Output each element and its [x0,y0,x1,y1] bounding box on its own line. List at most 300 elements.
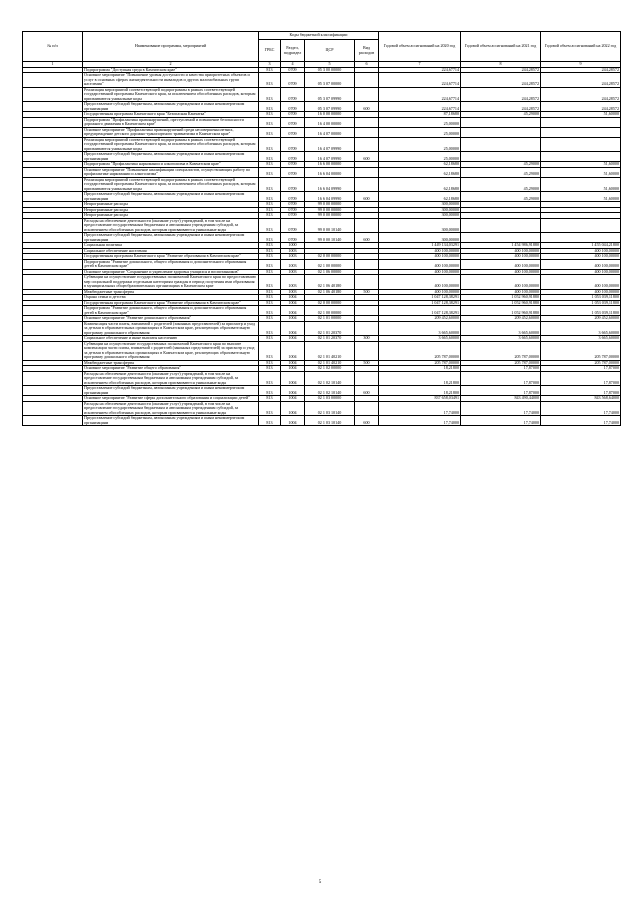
cell-name: Субвенции на осуществление государственных полномочий Камчатского края по предоставлению мер социальной поддержки отдельным категориям граждан в период получения ими образования в муниципальных общеобразовательных организациях в Камчатском крае [83,275,259,290]
header-section: Раздел, подраздел [281,40,305,62]
cell-section: 1004 [281,366,305,372]
cell-grbs: 813 [259,112,281,118]
cell-2021: 400 100,00000 [461,289,541,295]
cell-section: 1004 [281,336,305,342]
cell-2022: 244,28572 [541,87,621,102]
cell-section: 1004 [281,386,305,396]
cell-2020: 1 047 128,38291 [379,300,461,306]
cell-2020: 205 787,00000 [379,360,461,366]
header-year-2020: Годовой объем ассигнований на 2020 год [379,32,461,62]
cell-name: Основное мероприятие "Повышение квалификации специалистов, осуществляющих работу по профилактике наркомании и алкоголизма" [83,167,259,177]
table-row [23,321,621,336]
cell-vr [355,177,379,192]
cell-vr: 500 [355,360,379,366]
cell-2022 [541,137,621,152]
cell-2020: 17,74000 [379,401,461,416]
cell-2022: 1 053 039,11800 [541,306,621,316]
cell-grbs: 813 [259,300,281,306]
cell-csr: 16 6 04 09990 [305,192,355,202]
header-csr: ЦСР [305,40,355,62]
cell-2021: 45,29000 [461,192,541,202]
cell-vr: 500 [355,289,379,295]
column-number: 9 [541,62,621,68]
cell-num [23,321,83,336]
cell-2020: 87,18680 [379,112,461,118]
cell-2020: 224,67714 [379,102,461,112]
cell-2020: 224,67714 [379,87,461,102]
cell-section: 1004 [281,300,305,306]
cell-2022 [541,233,621,243]
column-number: 2 [83,62,259,68]
column-number: 4 [281,62,305,68]
cell-2021 [461,127,541,137]
cell-2022: 205 787,00000 [541,360,621,366]
cell-2020: 1 449 134,03291 [379,243,461,249]
budget-table [22,31,621,426]
cell-grbs: 813 [259,233,281,243]
cell-2020: 25,00000 [379,137,461,152]
cell-name: Межбюджетные трансферты [83,360,259,366]
column-number: 1 [23,62,83,68]
cell-section: 0709 [281,202,305,208]
cell-section: 0709 [281,127,305,137]
cell-2021: 45,29000 [461,162,541,168]
cell-2020: 209 452,60000 [379,316,461,322]
cell-2022: 400 100,00000 [541,254,621,260]
cell-2021 [461,233,541,243]
table-row [23,117,621,127]
cell-csr: 02 1 00 00000 [305,259,355,269]
cell-name: Предоставление субсидий бюджетным, автономным учреждениям и иным некоммерческим организациям [83,386,259,396]
table-row [23,341,621,360]
cell-section: 1004 [281,316,305,322]
cell-grbs: 813 [259,202,281,208]
cell-csr: 16 6 00 00000 [305,162,355,168]
cell-section: 0709 [281,102,305,112]
cell-name: Межбюджетные трансферты [83,289,259,295]
column-number: 3 [259,62,281,68]
table-body [23,67,621,426]
cell-name: Социальная политика [83,243,259,249]
table-row [23,336,621,342]
cell-section: 0709 [281,117,305,127]
cell-2020: 300,00000 [379,233,461,243]
cell-vr [355,127,379,137]
cell-vr [355,306,379,316]
cell-vr [355,371,379,386]
cell-section: 0709 [281,162,305,168]
header-year-2021: Годовой объем ассигнований на 2021 год [461,32,541,62]
cell-section: 1003 [281,259,305,269]
cell-2021: 244,28572 [461,67,541,73]
cell-2021 [461,218,541,233]
cell-num [23,386,83,396]
cell-section: 1003 [281,248,305,254]
cell-section: 1003 [281,275,305,290]
cell-section: 1004 [281,341,305,360]
cell-grbs: 813 [259,117,281,127]
table-row [23,259,621,269]
table-row [23,289,621,295]
cell-2020: 300,00000 [379,202,461,208]
cell-2022: 400 100,00000 [541,259,621,269]
cell-csr: 02 1 01 00000 [305,316,355,322]
cell-2021: 400 100,00000 [461,248,541,254]
cell-vr [355,167,379,177]
cell-2020: 1 047 128,38291 [379,306,461,316]
cell-csr: 05 3 00 00000 [305,67,355,73]
cell-section: 0709 [281,167,305,177]
cell-vr [355,218,379,233]
cell-num [23,117,83,127]
cell-grbs: 813 [259,152,281,162]
cell-2021: 1 052 960,91880 [461,306,541,316]
table-row [23,67,621,73]
cell-name: Предоставление субсидий бюджетным, автономным учреждениям и иным некоммерческим организациям [83,416,259,426]
cell-name: Предоставление субсидий бюджетным, автономным учреждениям и иным некоммерческим организациям [83,152,259,162]
cell-name: Подпрограмма "Развитие дошкольного, общего образования и дополнительного образования детей в Камчатском крае" [83,259,259,269]
cell-2021: 244,28572 [461,87,541,102]
cell-name: Реализация мероприятий соответствующей подпрограммы в рамках соответствующей государственной программы Камчатского края, за исключением обособленных расходов, которым присваиваются уникальные коды [83,87,259,102]
cell-csr: 16 0 00 00000 [305,112,355,118]
table-header [23,32,621,68]
cell-2021: 17,74000 [461,401,541,416]
cell-num [23,177,83,192]
cell-2020: 300,00000 [379,213,461,219]
cell-csr: 16 6 04 09990 [305,177,355,192]
cell-2020: 62,18680 [379,177,461,192]
cell-2022 [541,127,621,137]
cell-2020: 18,21800 [379,386,461,396]
cell-csr: 02 1 02 10140 [305,386,355,396]
budget-table-sheet [22,31,620,426]
cell-grbs: 813 [259,162,281,168]
cell-2020: 25,00000 [379,127,461,137]
cell-section: 0709 [281,152,305,162]
cell-grbs: 813 [259,360,281,366]
cell-name: Государственная программа Камчатского края "Развитие образования в Камчатском крае" [83,300,259,306]
cell-csr: 16 4 07 00000 [305,127,355,137]
cell-name: Субвенции на осуществление государственных полномочий Камчатского края по выплате компенсации части платы, взимаемой с родителей (законных представителей) за присмотр и уход за детьми в образовательных организациях в Камчатском крае, реализующих образовательную программу дошкольного образования [83,341,259,360]
cell-name: Реализация мероприятий соответствующей подпрограммы в рамках соответствующей государственной программы Камчатского края, за исключением обособленных расходов, которым присваиваются уникальные коды [83,137,259,152]
cell-num [23,233,83,243]
cell-csr: 05 3 07 00000 [305,73,355,88]
cell-2021: 17,87000 [461,366,541,372]
table-row [23,167,621,177]
cell-2021: 3 665,60000 [461,336,541,342]
cell-grbs: 813 [259,218,281,233]
cell-num [23,167,83,177]
table-row [23,306,621,316]
cell-num [23,192,83,202]
cell-2021 [461,152,541,162]
cell-2020: 3 665,60000 [379,321,461,336]
cell-section: 1004 [281,371,305,386]
cell-2021: 45,29000 [461,167,541,177]
cell-2020: 18,21800 [379,366,461,372]
cell-name: Государственная программа Камчатского края "Развитие образования в Камчатском крае" [83,254,259,260]
cell-2022: 209 452,60000 [541,316,621,322]
cell-section: 1000 [281,243,305,249]
cell-section: 0709 [281,213,305,219]
cell-name: Непрограммные расходы [83,202,259,208]
cell-name: Непрограммные расходы [83,207,259,213]
cell-section: 1004 [281,306,305,316]
cell-2021: 45,29000 [461,112,541,118]
cell-2020: 62,18680 [379,167,461,177]
table-row [23,162,621,168]
cell-grbs: 813 [259,167,281,177]
cell-vr: 600 [355,386,379,396]
table-row [23,269,621,275]
cell-2020: 400 100,00000 [379,259,461,269]
cell-grbs: 813 [259,73,281,88]
cell-2021: 3 665,60000 [461,321,541,336]
cell-2021 [461,117,541,127]
cell-2022: 244,28572 [541,73,621,88]
cell-vr [355,87,379,102]
table-row [23,300,621,306]
cell-csr: 02 0 00 00000 [305,254,355,260]
cell-2022: 205 787,00000 [541,341,621,360]
cell-2021: 843 490,44000 [461,396,541,402]
cell-2020: 837 658,03491 [379,396,461,402]
cell-2022: 400 100,00000 [541,269,621,275]
cell-num [23,137,83,152]
cell-vr [355,137,379,152]
cell-2020: 1 047 128,38291 [379,295,461,301]
cell-2020: 224,67714 [379,73,461,88]
cell-csr: 02 1 00 00000 [305,306,355,316]
header-num: № п/п [23,32,83,62]
cell-2021: 244,28572 [461,102,541,112]
cell-csr: 02 1 01 20370 [305,321,355,336]
cell-csr: 02 1 06 00000 [305,269,355,275]
cell-grbs: 813 [259,416,281,426]
cell-vr: 300 [355,336,379,342]
cell-2020: 205 787,00000 [379,341,461,360]
cell-name: Основное мероприятие "Профилактика правонарушений среди несовершеннолетних, предупреждение детского дорожно-транспортного травматизма в Камчатском крае" [83,127,259,137]
cell-2020: 300,00000 [379,218,461,233]
cell-section: 1004 [281,416,305,426]
cell-vr [355,73,379,88]
cell-2022: 3 665,60000 [541,336,621,342]
cell-2021: 1 052 960,91880 [461,300,541,306]
cell-2022: 51,60000 [541,162,621,168]
cell-grbs: 813 [259,401,281,416]
cell-name: Реализация мероприятий соответствующей подпрограммы в рамках соответствующей государственной программы Камчатского края, за исключением обособленных расходов, которым присваиваются уникальные коды [83,177,259,192]
cell-csr: 02 1 03 10140 [305,416,355,426]
cell-num [23,102,83,112]
table-row [23,112,621,118]
table-row [23,127,621,137]
cell-2022: 51,60000 [541,167,621,177]
cell-grbs: 813 [259,248,281,254]
cell-name: Подпрограмма "Доступная среда в Камчатском крае" [83,67,259,73]
cell-csr: 02 1 01 40210 [305,360,355,366]
table-row [23,192,621,202]
cell-csr: 16 4 07 09990 [305,152,355,162]
cell-grbs: 813 [259,316,281,322]
table-row [23,416,621,426]
cell-vr: 600 [355,233,379,243]
cell-section: 0709 [281,218,305,233]
cell-csr: 02 1 06 40180 [305,275,355,290]
cell-section: 1003 [281,289,305,295]
cell-grbs: 813 [259,192,281,202]
cell-name: Расходы на обеспечение деятельности (оказание услуг) учреждений, в том числе на предоставление государственным бюджетным и автономным учреждениям субсидий, за исключением обособленных расходов, которым присваиваются уникальные коды [83,218,259,233]
column-number: 5 [305,62,355,68]
cell-2022 [541,152,621,162]
cell-vr [355,259,379,269]
cell-2022 [541,117,621,127]
cell-grbs: 813 [259,243,281,249]
cell-section: 0709 [281,207,305,213]
cell-grbs: 813 [259,386,281,396]
cell-name: Расходы на обеспечение деятельности (оказание услуг) учреждений, в том числе на предоставление государственным бюджетным и автономным учреждениям субсидий, за исключением обособленных расходов, которым присваиваются уникальные коды [83,401,259,416]
column-number: 7 [379,62,461,68]
cell-grbs: 813 [259,289,281,295]
cell-2022: 400 100,00000 [541,289,621,295]
cell-csr: 02 1 01 40210 [305,341,355,360]
table-row [23,275,621,290]
cell-grbs: 813 [259,295,281,301]
cell-2020: 400 100,00000 [379,289,461,295]
cell-2022: 17,87000 [541,366,621,372]
cell-num [23,341,83,360]
table-row [23,396,621,402]
cell-grbs: 813 [259,177,281,192]
cell-2021: 244,28572 [461,73,541,88]
cell-grbs: 813 [259,366,281,372]
cell-num [23,371,83,386]
cell-csr: 16 4 07 09990 [305,137,355,152]
cell-num [23,416,83,426]
cell-section: 0709 [281,192,305,202]
cell-num [23,306,83,316]
cell-num [23,275,83,290]
cell-2021: 1 454 986,91880 [461,243,541,249]
page-number: 5 [318,880,322,885]
cell-grbs: 813 [259,207,281,213]
cell-csr: 05 3 07 09990 [305,87,355,102]
cell-csr: 99 0 00 00000 [305,213,355,219]
cell-section: 1004 [281,321,305,336]
table-row [23,233,621,243]
cell-csr: 02 1 06 40180 [305,289,355,295]
cell-2021: 17,74000 [461,416,541,426]
cell-2021: 400 100,00000 [461,259,541,269]
cell-name: Основное мероприятие "Сохранение и укрепление здоровья учащихся и воспитанников" [83,269,259,275]
table-row [23,401,621,416]
cell-num [23,87,83,102]
table-row [23,316,621,322]
cell-2021: 209 452,60000 [461,316,541,322]
cell-2022: 3 665,60000 [541,321,621,336]
cell-2020: 18,21800 [379,371,461,386]
header-vr: Вид расходов [355,40,379,62]
cell-grbs: 813 [259,396,281,402]
cell-section: 0709 [281,137,305,152]
table-row [23,177,621,192]
cell-2020: 25,00000 [379,117,461,127]
cell-num [23,127,83,137]
cell-2021: 17,87000 [461,371,541,386]
cell-2021: 1 052 960,91880 [461,295,541,301]
cell-grbs: 813 [259,67,281,73]
cell-vr: 600 [355,416,379,426]
cell-2020: 17,74000 [379,416,461,426]
cell-2021: 17,87000 [461,386,541,396]
cell-name: Социальное обеспечение и иные выплаты населению [83,336,259,342]
cell-vr: 600 [355,102,379,112]
cell-vr [355,117,379,127]
cell-csr: 02 1 03 10140 [305,401,355,416]
table-row [23,386,621,396]
cell-2022: 244,28572 [541,67,621,73]
cell-2020: 400 100,00000 [379,275,461,290]
header-name: Наименование программы, мероприятий [83,32,259,62]
cell-grbs: 813 [259,269,281,275]
cell-2020: 400 100,00000 [379,248,461,254]
cell-num [23,73,83,88]
cell-csr: 99 0 00 00000 [305,207,355,213]
cell-csr: 02 1 03 00000 [305,396,355,402]
cell-num [23,152,83,162]
cell-grbs: 813 [259,371,281,386]
table-row [23,152,621,162]
cell-name: Предоставление субсидий бюджетным, автономным учреждениям и иным некоммерческим организациям [83,192,259,202]
cell-name: Основное мероприятие "Повышение уровня доступности и качества приоритетных объектов и услуг в основных сферах жизнедеятельности инвалидов и других маломобильных групп населения" [83,73,259,88]
cell-name: Предоставление субсидий бюджетным, автономным учреждениям и иным некоммерческим организациям [83,233,259,243]
cell-section: 1003 [281,254,305,260]
cell-2020: 300,00000 [379,207,461,213]
cell-vr: 600 [355,192,379,202]
cell-grbs: 813 [259,127,281,137]
cell-csr: 99 0 00 10140 [305,218,355,233]
cell-vr [355,401,379,416]
cell-2022: 17,87000 [541,371,621,386]
cell-2022 [541,218,621,233]
cell-csr: 16 6 04 00000 [305,167,355,177]
cell-2022: 244,28572 [541,102,621,112]
table-row [23,366,621,372]
table-row [23,73,621,88]
cell-section: 1004 [281,396,305,402]
cell-grbs: 813 [259,341,281,360]
cell-csr: 99 0 00 00000 [305,202,355,208]
cell-csr: 02 1 02 00000 [305,366,355,372]
cell-grbs: 813 [259,259,281,269]
cell-2020: 3 665,60000 [379,336,461,342]
cell-section: 1004 [281,295,305,301]
cell-2022: 17,74000 [541,401,621,416]
table-row [23,87,621,102]
cell-grbs: 813 [259,254,281,260]
cell-grbs: 813 [259,87,281,102]
cell-csr: 02 0 00 00000 [305,300,355,306]
cell-num [23,218,83,233]
table-row [23,254,621,260]
table-row [23,102,621,112]
cell-name: Основное мероприятие "Развитие общего образования" [83,366,259,372]
cell-2021: 45,29000 [461,177,541,192]
cell-2021 [461,137,541,152]
table-row [23,137,621,152]
cell-2020: 224,67714 [379,67,461,73]
cell-grbs: 813 [259,102,281,112]
cell-2022: 51,60000 [541,192,621,202]
